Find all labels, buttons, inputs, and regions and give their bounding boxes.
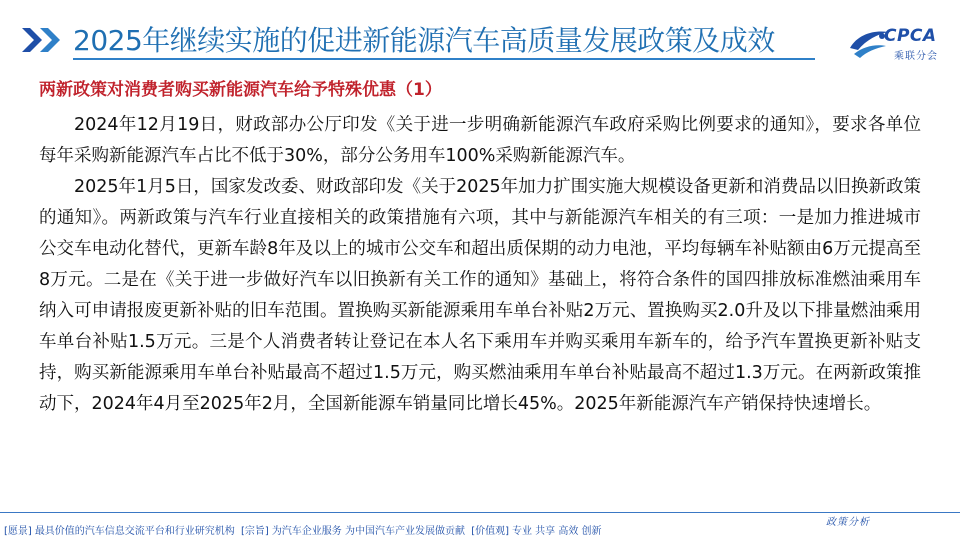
- cpca-logo: [848, 24, 948, 64]
- footer-vision-key: [愿景]: [4, 526, 32, 537]
- slide-header: [0, 0, 960, 70]
- section-subheading: 两新政策对消费者购买新能源汽车给予特殊优惠（1）: [39, 80, 442, 100]
- footer-mission: 为汽车企业服务 为中国汽车产业发展做贡献: [271, 526, 465, 537]
- page-title: 2025年继续实施的促进新能源汽车高质量发展政策及成效: [73, 24, 775, 57]
- footer-vision: 最具价值的汽车信息交流平台和行业研究机构: [34, 526, 235, 537]
- footer-slogans: [4, 522, 605, 537]
- logo-subtext: 乘联分会: [894, 51, 938, 62]
- footer-values: 专业 共享 高效 创新: [512, 526, 602, 537]
- title-underline: [73, 58, 815, 60]
- footer-section-label: 政策分析: [826, 517, 870, 528]
- paragraph: 2024年12月19日，财政部办公厅印发《关于进一步明确新能源汽车政府采购比例要求的通知》，要求各单位每年采购新能源汽车占比不低于30%，部分公务用车100%采购新能源汽车。: [39, 115, 921, 166]
- double-chevron-icon: [20, 24, 72, 56]
- footer-mission-key: [宗旨]: [241, 526, 269, 537]
- logo-text: CPCA: [884, 26, 937, 46]
- footer-divider: [0, 512, 960, 513]
- footer-values-key: [价值观]: [471, 526, 509, 537]
- body-text: [39, 110, 921, 420]
- paragraph: 2025年1月5日，国家发改委、财政部印发《关于2025年加力扩围实施大规模设备更新和消费品以旧换新政策的通知》。两新政策与汽车行业直接相关的政策措施有六项，其中与新能源汽车相关的有三项：一是加力推进城市公交车电动化替代，更新车龄8年及以上的城市公交车和超出质保期的动力电池，平均每辆车补贴额由6万元提高至8万元。二是在《关于进一步做好汽车以旧换新有关工作的通知》基础上，将符合条件的国四排放标准燃油乘用车纳入可申请报废更新补贴的旧车范围。置换购买新能源乘用车单台补贴2万元、置换购买2.0升及以下排量燃油乘用车单台补贴1.5万元。三是个人消费者转让登记在本人名下乘用车并购买乘用车新车的，给予汽车置换更新补贴支持，购买新能源乘用车单台补贴最高不超过1.5万元，购买燃油乘用车单台补贴最高不超过1.3万元。在两新政策推动下，2024年4月至2025年2月，全国新能源车销量同比增长45%。2025年新能源汽车产销保持快速增长。: [39, 177, 921, 414]
